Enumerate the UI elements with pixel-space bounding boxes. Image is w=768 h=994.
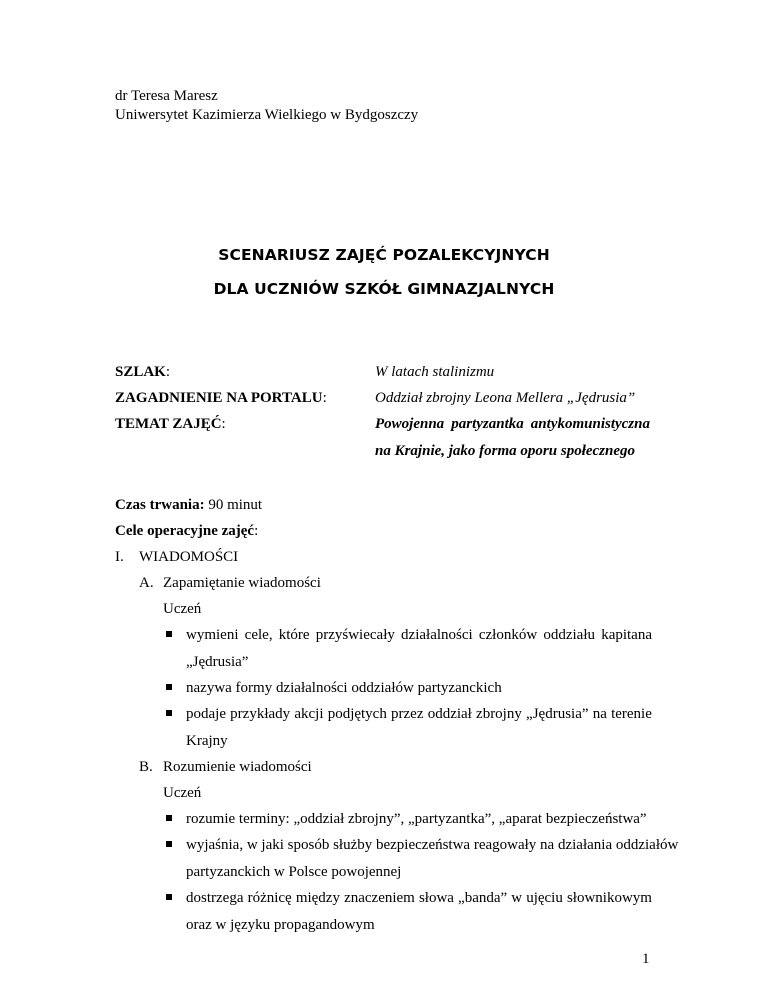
zagadnienie-label: ZAGADNIENIE NA PORTALU [115, 390, 323, 406]
word: zbrojny [476, 706, 522, 722]
word: przykłady [230, 706, 291, 722]
section-i-title: WIADOMOŚCI [139, 549, 239, 565]
a-bullet-3-line-1 [186, 706, 652, 723]
author-block [115, 87, 418, 125]
zagadnienie-label-row [115, 390, 327, 407]
title-line-1: SCENARIUSZ ZAJĘĆ POZALEKCYJNYCH [218, 246, 550, 264]
word: ujęciu [526, 890, 563, 906]
word: członków [478, 627, 538, 643]
word: oddział [427, 706, 472, 722]
temat-label: TEMAT ZAJĘĆ [115, 416, 222, 432]
word: przez [391, 706, 424, 722]
szlak-label: SZLAK [115, 364, 166, 380]
word: słownikowym [566, 890, 652, 906]
word: „Jędrusia” [526, 706, 589, 722]
szlak-colon: : [165, 364, 171, 380]
word: „banda” [458, 890, 508, 906]
temat-word-1: Powojenna [375, 416, 445, 432]
subsection-a-uczen: Uczeń [163, 601, 202, 617]
a-bullet-3-line-2: Krajny [186, 733, 228, 749]
goals-label: Cele operacyjne zajęć [115, 523, 255, 539]
a-bullet-1-line-2: „Jędrusia” [186, 654, 249, 670]
zagadnienie-colon: : [322, 390, 327, 406]
bullet-square-icon [166, 815, 172, 821]
szlak-label-row [115, 364, 170, 381]
goals-colon: : [254, 523, 259, 539]
bullet-square-icon [166, 710, 172, 716]
b-bullet-3-line-1 [186, 890, 652, 907]
temat-word-2: partyzantka [451, 416, 524, 432]
temat-colon: : [221, 416, 226, 432]
duration-row [115, 497, 262, 514]
temat-value-line-1 [375, 416, 650, 433]
word: cele, [244, 627, 273, 643]
page-number: 1 [642, 951, 650, 967]
temat-value-line-2: na Krajnie, jako forma oporu społecznego [375, 443, 636, 459]
bullet-square-icon [166, 631, 172, 637]
word: kapitana [601, 627, 652, 643]
word: przyświecały [315, 627, 395, 643]
bullet-square-icon [166, 841, 172, 847]
subsection-a-letter: A. [139, 575, 154, 591]
temat-label-row [115, 416, 226, 433]
goals-row [115, 523, 258, 540]
author-name: dr Teresa Maresz [115, 88, 218, 104]
word: znaczeniem [344, 890, 415, 906]
word: działalności [401, 627, 473, 643]
zagadnienie-value: Oddział zbrojny Leona Mellera „Jędrusia” [375, 390, 636, 406]
bullet-square-icon [166, 894, 172, 900]
title-line-2: DLA UCZNIÓW SZKÓŁ GIMNAZJALNYCH [213, 280, 555, 298]
a-bullet-1-line-1 [186, 627, 652, 644]
word: oddziału [543, 627, 596, 643]
word: na [592, 706, 607, 722]
author-affiliation: Uniwersytet Kazimierza Wielkiego w Bydgoszczy [115, 107, 419, 123]
word: terenie [611, 706, 652, 722]
duration-label: Czas trwania: [115, 497, 205, 513]
szlak-value: W latach stalinizmu [375, 364, 495, 380]
subsection-a-title: Zapamiętanie wiadomości [163, 575, 321, 591]
word: dostrzega [186, 890, 244, 906]
subsection-b-title: Rozumienie wiadomości [163, 759, 312, 775]
word: podaje [186, 706, 226, 722]
word: które [278, 627, 310, 643]
section-i-numeral: I. [115, 549, 124, 565]
word: wymieni [186, 627, 239, 643]
word: podjętych [327, 706, 387, 722]
word: różnicę [247, 890, 292, 906]
subsection-b-uczen: Uczeń [163, 785, 202, 801]
b-bullet-2-line-1: wyjaśnia, w jaki sposób służby bezpieczeństwa reagowały na działania oddziałów [186, 837, 679, 853]
word: między [295, 890, 340, 906]
word: w [511, 890, 523, 906]
temat-word-3: antykomunistyczna [530, 416, 650, 432]
bullet-square-icon [166, 684, 172, 690]
b-bullet-2-line-2: partyzanckich w Polsce powojennej [186, 864, 402, 880]
a-bullet-2: nazywa formy działalności oddziałów partyzanckich [186, 680, 502, 696]
b-bullet-3-line-2: oraz w języku propagandowym [186, 917, 375, 933]
subsection-b-letter: B. [139, 759, 153, 775]
word: słowa [418, 890, 454, 906]
duration-value: 90 minut [204, 497, 263, 513]
word: akcji [294, 706, 324, 722]
b-bullet-1: rozumie terminy: „oddział zbrojny”, „partyzantka”, „aparat bezpieczeństwa” [186, 811, 647, 827]
